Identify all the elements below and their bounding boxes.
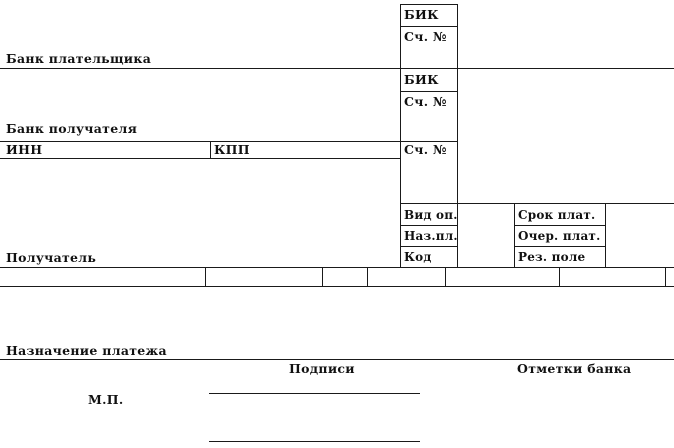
purpose-label: Назначение платежа [6, 343, 167, 358]
inn-kpp-bottom-line [0, 158, 400, 159]
recipient-bank-account-label: Сч. № [404, 94, 447, 109]
payer-bank-account-label: Сч. № [404, 29, 447, 44]
srok-divider [514, 225, 606, 226]
recipient-bank-label: Банк получателя [6, 121, 138, 136]
srok-plat-label: Срок плат. [518, 208, 596, 222]
srok-column-left-border [514, 203, 515, 267]
recipient-account-label: Сч. № [404, 142, 447, 157]
kpp-label: КПП [214, 142, 250, 157]
recipient-bank-bik-label: БИК [404, 72, 439, 87]
payer-bank-bottom-line [0, 68, 674, 69]
bik-column-right-border [457, 4, 458, 267]
kod-label: Код [404, 250, 432, 264]
kpp-separator [210, 141, 211, 158]
naz-pl-label: Наз.пл. [404, 229, 458, 243]
inn-label: ИНН [6, 142, 43, 157]
strip-cell-border [559, 267, 560, 287]
strip-cell-border [205, 267, 206, 287]
naz-pl-divider [400, 246, 458, 247]
recipient-block-top-line [400, 203, 674, 204]
rez-pole-label: Рез. поле [518, 250, 586, 264]
payer-bank-bik-label: БИК [404, 7, 439, 22]
strip-bottom-line [0, 286, 674, 287]
bik-recipient-divider [400, 91, 458, 92]
ocher-plat-label: Очер. плат. [518, 229, 601, 243]
strip-cell-border [322, 267, 323, 287]
strip-cell-border [445, 267, 446, 287]
purpose-bottom-line [0, 359, 674, 360]
signature-line-1 [209, 393, 420, 394]
bik-column-left-border [400, 4, 401, 267]
recipient-label: Получатель [6, 250, 97, 265]
vid-op-label: Вид оп. [404, 208, 458, 222]
signature-line-2 [209, 441, 420, 442]
srok-column-right-border [605, 203, 606, 267]
vid-op-divider [400, 225, 458, 226]
strip-top-line [0, 267, 674, 268]
ocher-divider [514, 246, 606, 247]
payer-bank-label: Банк плательщика [6, 51, 152, 66]
stamp-label: М.П. [88, 392, 124, 407]
bik-payer-divider [400, 26, 458, 27]
signatures-label: Подписи [289, 361, 355, 376]
bank-marks-label: Отметки банка [517, 361, 632, 376]
strip-cell-border [367, 267, 368, 287]
strip-cell-border [665, 267, 666, 287]
bik-top-line [400, 4, 458, 5]
